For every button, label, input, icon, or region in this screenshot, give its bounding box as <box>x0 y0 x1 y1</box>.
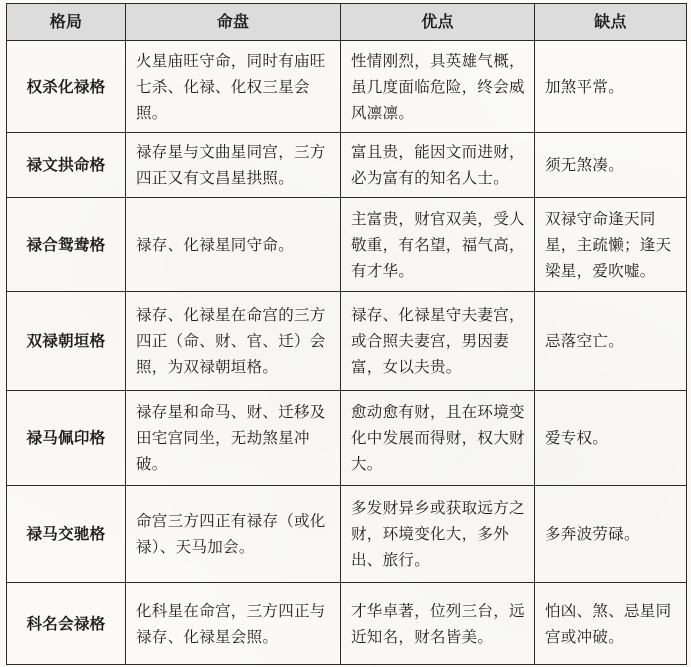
table-row <box>7 583 687 665</box>
row-pattern-name: 禄马佩印格 <box>7 391 126 486</box>
row-chart: 火星庙旺守命，同时有庙旺七杀、化禄、化权三星会照。 <box>126 41 341 133</box>
row-chart: 禄存星和命马、财、迁移及田宅宫同坐，无劫煞星冲破。 <box>126 391 341 486</box>
table-row <box>7 486 687 583</box>
row-cons: 多奔波劳碌。 <box>535 486 687 583</box>
row-pros: 多发财异乡或获取远方之财，环境变化大，多外出、旅行。 <box>341 486 535 583</box>
row-pattern-name: 科名会禄格 <box>7 583 126 665</box>
header-chart: 命盘 <box>126 4 341 41</box>
table-row <box>7 133 687 198</box>
row-cons: 怕凶、煞、忌星同宫或冲破。 <box>535 583 687 665</box>
row-cons: 双禄守命逢天同星，主疏懒；逢天梁星，爱吹嘘。 <box>535 198 687 292</box>
row-pattern-name: 双禄朝垣格 <box>7 292 126 391</box>
row-chart: 化科星在命宫，三方四正与禄存、化禄星会照。 <box>126 583 341 665</box>
table-row <box>7 198 687 292</box>
fate-pattern-table <box>6 3 687 665</box>
row-pros: 才华卓著，位列三台，远近知名，财名皆美。 <box>341 583 535 665</box>
table-header-row <box>7 4 687 41</box>
row-pros: 性情刚烈，具英雄气概，虽几度面临危险，终会威风凛凛。 <box>341 41 535 133</box>
row-cons: 忌落空亡。 <box>535 292 687 391</box>
header-cons: 缺点 <box>535 4 687 41</box>
row-pros: 富且贵，能因文而进财，必为富有的知名人士。 <box>341 133 535 198</box>
row-chart: 禄存、化禄星在命宫的三方四正（命、财、官、迁）会照，为双禄朝垣格。 <box>126 292 341 391</box>
row-pattern-name: 禄文拱命格 <box>7 133 126 198</box>
row-cons: 爱专权。 <box>535 391 687 486</box>
row-chart: 禄存、化禄星同守命。 <box>126 198 341 292</box>
row-pattern-name: 禄合鸳鸯格 <box>7 198 126 292</box>
row-chart: 命宫三方四正有禄存（或化禄）、天马加会。 <box>126 486 341 583</box>
row-pros: 禄存、化禄星守夫妻宫，或合照夫妻宫，男因妻富，女以夫贵。 <box>341 292 535 391</box>
row-pros: 愈动愈有财，且在环境变化中发展而得财，权大财大。 <box>341 391 535 486</box>
header-pattern: 格局 <box>7 4 126 41</box>
row-cons: 须无煞凑。 <box>535 133 687 198</box>
row-cons: 加煞平常。 <box>535 41 687 133</box>
row-pros: 主富贵，财官双美，受人敬重，有名望，福气高，有才华。 <box>341 198 535 292</box>
table-row <box>7 391 687 486</box>
table-row <box>7 292 687 391</box>
row-pattern-name: 禄马交驰格 <box>7 486 126 583</box>
row-chart: 禄存星与文曲星同宫，三方四正又有文昌星拱照。 <box>126 133 341 198</box>
table-row <box>7 41 687 133</box>
row-pattern-name: 权杀化禄格 <box>7 41 126 133</box>
header-pros: 优点 <box>341 4 535 41</box>
